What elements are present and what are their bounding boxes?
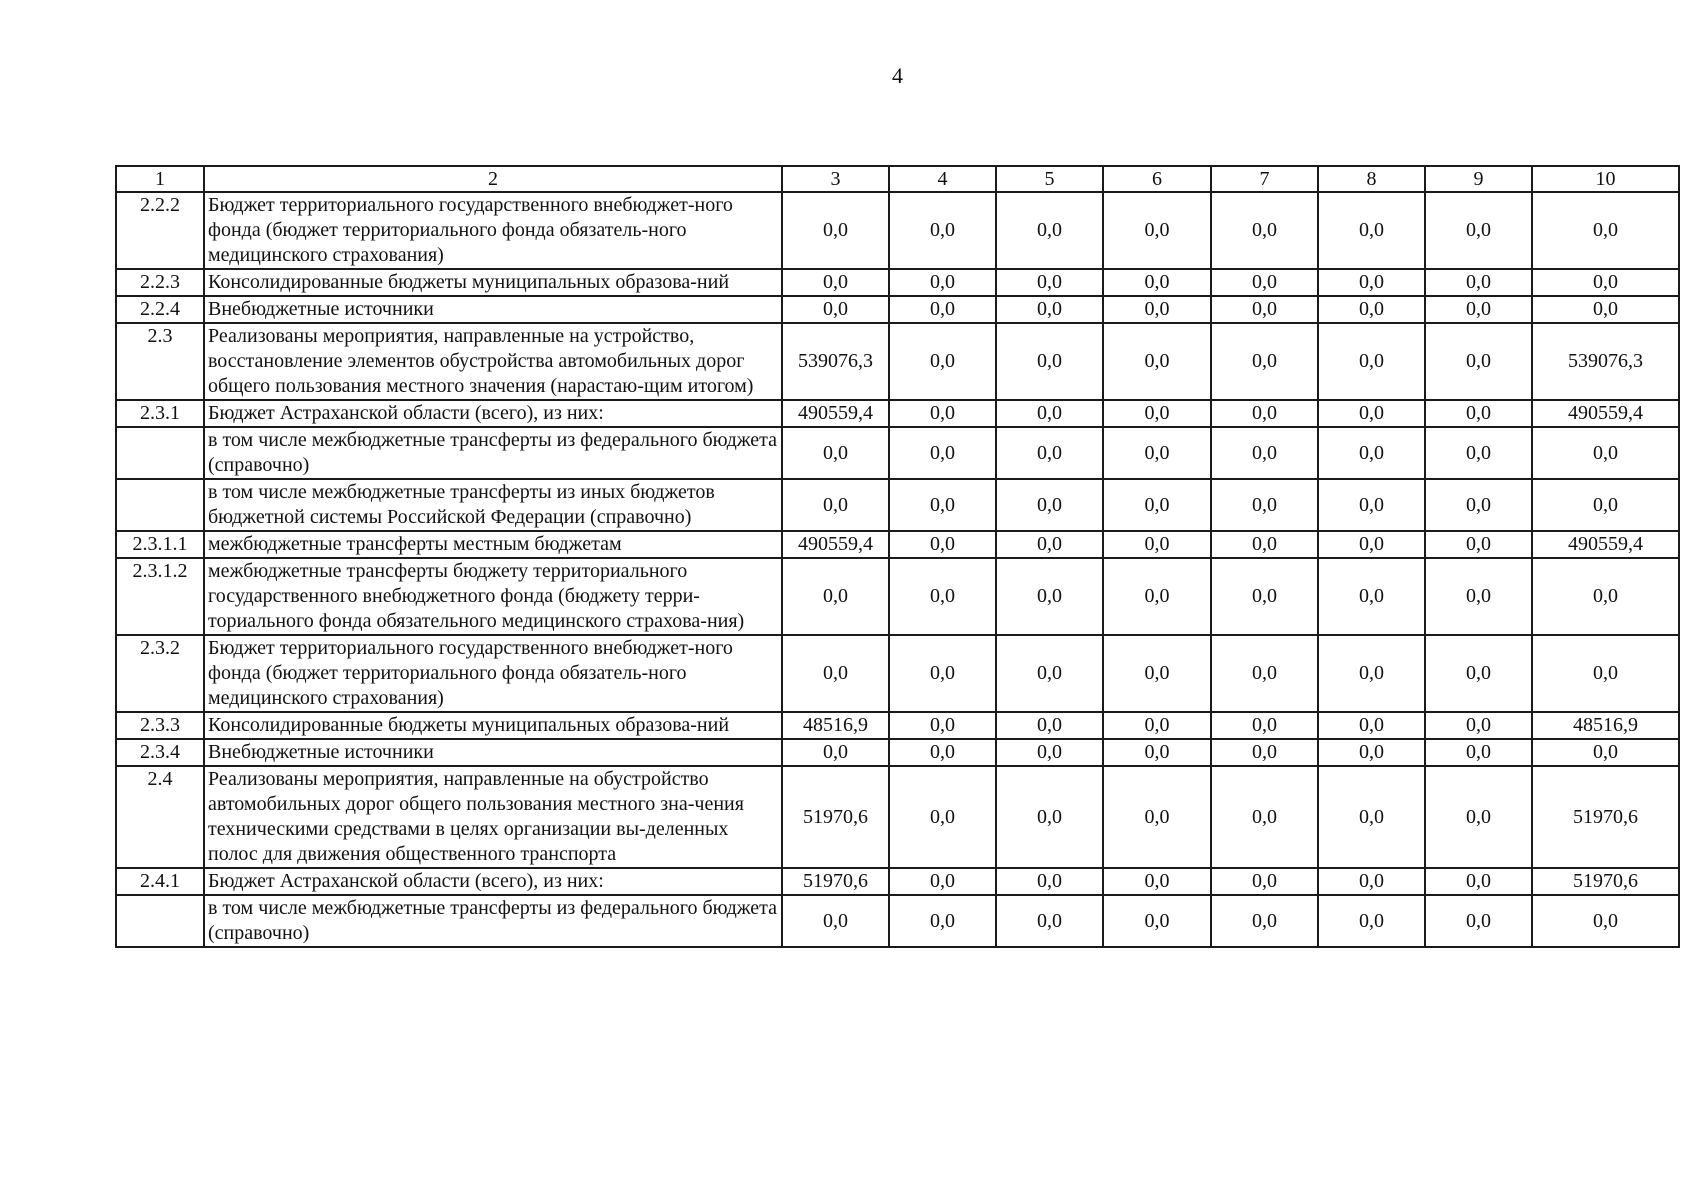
value-cell: 0,0 — [1211, 712, 1318, 739]
row-description: Бюджет Астраханской области (всего), из них: — [204, 400, 782, 427]
row-description: Консолидированные бюджеты муниципальных образова-ний — [204, 269, 782, 296]
column-header: 2 — [204, 166, 782, 192]
value-cell: 0,0 — [782, 739, 889, 766]
value-cell: 51970,6 — [1532, 766, 1679, 868]
value-cell: 0,0 — [996, 739, 1103, 766]
value-cell: 0,0 — [996, 192, 1103, 269]
value-cell: 0,0 — [1318, 766, 1425, 868]
value-cell: 0,0 — [1532, 269, 1679, 296]
value-cell: 539076,3 — [782, 323, 889, 400]
value-cell: 0,0 — [1103, 296, 1211, 323]
value-cell: 0,0 — [1103, 192, 1211, 269]
value-cell: 0,0 — [1318, 712, 1425, 739]
value-cell: 0,0 — [996, 558, 1103, 635]
value-cell: 0,0 — [1211, 558, 1318, 635]
value-cell: 0,0 — [1318, 635, 1425, 712]
value-cell: 0,0 — [1103, 766, 1211, 868]
value-cell: 0,0 — [996, 400, 1103, 427]
value-cell: 0,0 — [1211, 635, 1318, 712]
value-cell: 0,0 — [889, 479, 996, 531]
value-cell: 490559,4 — [1532, 531, 1679, 558]
value-cell: 0,0 — [1211, 269, 1318, 296]
value-cell: 0,0 — [889, 895, 996, 947]
value-cell: 0,0 — [1425, 400, 1532, 427]
value-cell: 0,0 — [1211, 192, 1318, 269]
value-cell: 0,0 — [1211, 739, 1318, 766]
value-cell: 0,0 — [1318, 558, 1425, 635]
table-row — [116, 558, 1679, 635]
column-header: 10 — [1532, 166, 1679, 192]
column-header: 4 — [889, 166, 996, 192]
value-cell: 0,0 — [1103, 635, 1211, 712]
value-cell: 0,0 — [1103, 868, 1211, 895]
value-cell: 0,0 — [996, 269, 1103, 296]
value-cell: 0,0 — [1532, 739, 1679, 766]
value-cell: 0,0 — [1425, 427, 1532, 479]
value-cell: 0,0 — [1425, 712, 1532, 739]
value-cell: 0,0 — [889, 192, 996, 269]
table-row — [116, 635, 1679, 712]
row-code — [116, 479, 204, 531]
value-cell: 0,0 — [1318, 895, 1425, 947]
value-cell: 0,0 — [1425, 766, 1532, 868]
row-code: 2.3.1 — [116, 400, 204, 427]
row-code: 2.3.4 — [116, 739, 204, 766]
value-cell: 0,0 — [889, 635, 996, 712]
value-cell: 0,0 — [889, 296, 996, 323]
value-cell: 0,0 — [1103, 739, 1211, 766]
value-cell: 0,0 — [1103, 427, 1211, 479]
value-cell: 0,0 — [1318, 269, 1425, 296]
value-cell: 0,0 — [1425, 296, 1532, 323]
column-header: 3 — [782, 166, 889, 192]
value-cell: 0,0 — [782, 558, 889, 635]
column-header: 9 — [1425, 166, 1532, 192]
row-code: 2.3.1.1 — [116, 531, 204, 558]
row-code: 2.3.2 — [116, 635, 204, 712]
value-cell: 0,0 — [996, 479, 1103, 531]
value-cell: 0,0 — [1103, 712, 1211, 739]
value-cell: 0,0 — [996, 531, 1103, 558]
value-cell: 0,0 — [1103, 531, 1211, 558]
value-cell: 0,0 — [1103, 269, 1211, 296]
row-code: 2.4.1 — [116, 868, 204, 895]
table-row — [116, 739, 1679, 766]
value-cell: 0,0 — [1318, 868, 1425, 895]
value-cell: 0,0 — [889, 739, 996, 766]
value-cell: 0,0 — [782, 895, 889, 947]
value-cell: 0,0 — [1103, 558, 1211, 635]
value-cell: 0,0 — [996, 635, 1103, 712]
table-row — [116, 712, 1679, 739]
row-description: в том числе межбюджетные трансферты из иных бюджетов бюджетной системы Российской Федерации (справочно) — [204, 479, 782, 531]
value-cell: 0,0 — [1318, 479, 1425, 531]
value-cell: 0,0 — [1532, 296, 1679, 323]
value-cell: 0,0 — [1103, 323, 1211, 400]
value-cell: 0,0 — [1211, 766, 1318, 868]
value-cell: 0,0 — [1211, 479, 1318, 531]
row-description: в том числе межбюджетные трансферты из федерального бюджета (справочно) — [204, 895, 782, 947]
table-body — [116, 166, 1679, 947]
row-code: 2.2.4 — [116, 296, 204, 323]
table-row — [116, 868, 1679, 895]
value-cell: 48516,9 — [1532, 712, 1679, 739]
value-cell: 51970,6 — [1532, 868, 1679, 895]
value-cell: 0,0 — [889, 868, 996, 895]
table-row — [116, 766, 1679, 868]
value-cell: 0,0 — [1318, 531, 1425, 558]
value-cell: 0,0 — [889, 531, 996, 558]
value-cell: 0,0 — [1211, 427, 1318, 479]
value-cell: 0,0 — [782, 427, 889, 479]
value-cell: 0,0 — [1425, 323, 1532, 400]
table-row — [116, 192, 1679, 269]
value-cell: 0,0 — [996, 296, 1103, 323]
row-description: Бюджет территориального государственного внебюджет-ного фонда (бюджет территориального фонда обязатель-ного медицинского страхования) — [204, 192, 782, 269]
row-description: Реализованы мероприятия, направленные на обустройство автомобильных дорог общего пользования местного зна-чения техническими средствами в целях организации вы-деленных полос для движения общественного транспорта — [204, 766, 782, 868]
value-cell: 0,0 — [782, 635, 889, 712]
value-cell: 539076,3 — [1532, 323, 1679, 400]
value-cell: 490559,4 — [782, 531, 889, 558]
value-cell: 0,0 — [1318, 296, 1425, 323]
value-cell: 0,0 — [1425, 739, 1532, 766]
value-cell: 0,0 — [1211, 868, 1318, 895]
value-cell: 0,0 — [889, 766, 996, 868]
row-code: 2.2.2 — [116, 192, 204, 269]
value-cell: 0,0 — [889, 400, 996, 427]
value-cell: 0,0 — [1532, 479, 1679, 531]
column-header: 8 — [1318, 166, 1425, 192]
row-code — [116, 427, 204, 479]
value-cell: 0,0 — [1532, 895, 1679, 947]
table-header-row — [116, 166, 1679, 192]
value-cell: 0,0 — [1425, 192, 1532, 269]
row-description: Бюджет Астраханской области (всего), из них: — [204, 868, 782, 895]
row-code — [116, 895, 204, 947]
column-header: 7 — [1211, 166, 1318, 192]
value-cell: 0,0 — [782, 269, 889, 296]
value-cell: 0,0 — [1318, 192, 1425, 269]
value-cell: 0,0 — [889, 712, 996, 739]
table-row — [116, 427, 1679, 479]
value-cell: 0,0 — [889, 427, 996, 479]
value-cell: 0,0 — [1318, 400, 1425, 427]
row-description: Бюджет территориального государственного внебюджет-ного фонда (бюджет территориального фонда обязатель-ного медицинского страхования) — [204, 635, 782, 712]
value-cell: 0,0 — [1425, 635, 1532, 712]
row-description: межбюджетные трансферты бюджету территориального государственного внебюджетного фонда (бюджету терри-ториального фонда обязательного медицинского страхова-ния) — [204, 558, 782, 635]
value-cell: 0,0 — [1103, 400, 1211, 427]
row-code: 2.2.3 — [116, 269, 204, 296]
value-cell: 0,0 — [1425, 868, 1532, 895]
value-cell: 0,0 — [996, 323, 1103, 400]
row-code: 2.4 — [116, 766, 204, 868]
column-header: 1 — [116, 166, 204, 192]
value-cell: 0,0 — [1425, 531, 1532, 558]
row-code: 2.3.1.2 — [116, 558, 204, 635]
budget-table — [115, 165, 1680, 948]
value-cell: 0,0 — [1318, 323, 1425, 400]
value-cell: 51970,6 — [782, 766, 889, 868]
value-cell: 0,0 — [1532, 427, 1679, 479]
value-cell: 0,0 — [1425, 269, 1532, 296]
value-cell: 0,0 — [889, 269, 996, 296]
row-code: 2.3 — [116, 323, 204, 400]
value-cell: 0,0 — [996, 895, 1103, 947]
value-cell: 0,0 — [1211, 296, 1318, 323]
value-cell: 0,0 — [1532, 558, 1679, 635]
value-cell: 0,0 — [1532, 192, 1679, 269]
column-header: 5 — [996, 166, 1103, 192]
table-row — [116, 323, 1679, 400]
value-cell: 0,0 — [1103, 479, 1211, 531]
value-cell: 0,0 — [996, 868, 1103, 895]
value-cell: 51970,6 — [782, 868, 889, 895]
row-description: Внебюджетные источники — [204, 739, 782, 766]
value-cell: 0,0 — [782, 192, 889, 269]
value-cell: 490559,4 — [782, 400, 889, 427]
table-row — [116, 531, 1679, 558]
value-cell: 0,0 — [889, 323, 996, 400]
row-description: Консолидированные бюджеты муниципальных образова-ний — [204, 712, 782, 739]
value-cell: 0,0 — [1318, 427, 1425, 479]
value-cell: 0,0 — [1211, 895, 1318, 947]
value-cell: 0,0 — [1425, 558, 1532, 635]
table-row — [116, 400, 1679, 427]
value-cell: 0,0 — [1211, 531, 1318, 558]
value-cell: 490559,4 — [1532, 400, 1679, 427]
value-cell: 0,0 — [889, 558, 996, 635]
value-cell: 0,0 — [782, 479, 889, 531]
table-row — [116, 269, 1679, 296]
value-cell: 0,0 — [996, 712, 1103, 739]
row-description: в том числе межбюджетные трансферты из федерального бюджета (справочно) — [204, 427, 782, 479]
table-row — [116, 296, 1679, 323]
value-cell: 0,0 — [1532, 635, 1679, 712]
value-cell: 0,0 — [1425, 479, 1532, 531]
page-number: 4 — [892, 63, 903, 88]
value-cell: 0,0 — [996, 766, 1103, 868]
value-cell: 0,0 — [1103, 895, 1211, 947]
value-cell: 0,0 — [1211, 400, 1318, 427]
value-cell: 0,0 — [1318, 739, 1425, 766]
row-code: 2.3.3 — [116, 712, 204, 739]
value-cell: 0,0 — [782, 296, 889, 323]
table-row — [116, 479, 1679, 531]
value-cell: 0,0 — [1425, 895, 1532, 947]
column-header: 6 — [1103, 166, 1211, 192]
row-description: Реализованы мероприятия, направленные на устройство, восстановление элементов обустройства автомобильных дорог общего пользования местного значения (нарастаю-щим итогом) — [204, 323, 782, 400]
table-row — [116, 895, 1679, 947]
row-description: Внебюджетные источники — [204, 296, 782, 323]
row-description: межбюджетные трансферты местным бюджетам — [204, 531, 782, 558]
value-cell: 48516,9 — [782, 712, 889, 739]
value-cell: 0,0 — [1211, 323, 1318, 400]
value-cell: 0,0 — [996, 427, 1103, 479]
